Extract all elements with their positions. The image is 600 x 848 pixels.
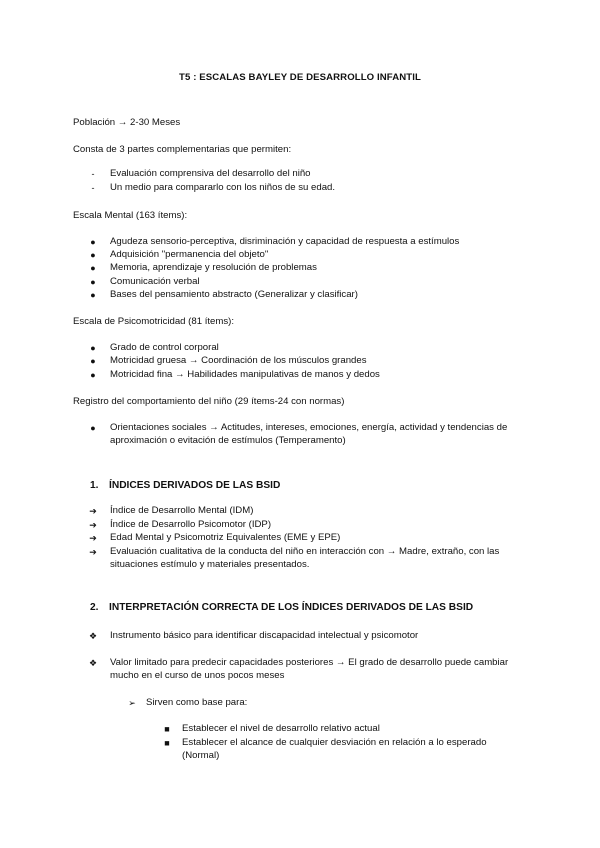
square-marker: ■ — [164, 738, 170, 748]
bullet-marker: ● — [90, 277, 96, 287]
list-item: Índice de Desarrollo Mental (IDM) — [110, 505, 254, 516]
diamond-marker: ❖ — [88, 631, 98, 641]
list-item: Motricidad fina → Habilidades manipulativas de manos y dedos — [110, 369, 380, 380]
list-item: Adquisición "permanencia del objeto" — [110, 249, 269, 260]
dash-marker: - — [91, 183, 95, 193]
bullet-marker: ● — [90, 343, 96, 353]
list-item: Agudeza sensorio-perceptiva, disriminación y capacidad de respuesta a estímulos — [110, 236, 460, 247]
list-item-continuation: aproximación o evitación de estímulos (Temperamento) — [110, 435, 346, 446]
list-item-continuation: situaciones estímulo y materiales presentados. — [110, 559, 310, 570]
bullet-marker: ● — [90, 423, 96, 433]
list-item: Índice de Desarrollo Psicomotor (IDP) — [110, 519, 272, 530]
list-item: Edad Mental y Psicomotriz Equivalentes (EME y EPE) — [110, 532, 341, 543]
arrow-marker: ➔ — [89, 533, 97, 543]
bullet-marker: ● — [90, 263, 96, 273]
section-heading: ÍNDICES DERIVADOS DE LAS BSID — [109, 480, 281, 491]
document-title: T5 : ESCALAS BAYLEY DE DESARROLLO INFANTIL — [179, 72, 421, 83]
mental-heading: Escala Mental (163 ítems): — [73, 210, 188, 221]
list-item: Instrumento básico para identificar discapacidad intelectual y psicomotor — [110, 630, 419, 641]
list-item: Motricidad gruesa → Coordinación de los músculos grandes — [110, 355, 367, 366]
bullet-marker: ● — [90, 370, 96, 380]
arrow-marker: ➔ — [89, 520, 97, 530]
list-item: Un medio para compararlo con los niños de su edad. — [110, 182, 336, 193]
list-item-continuation: (Normal) — [182, 750, 220, 761]
square-marker: ■ — [164, 724, 170, 734]
section-number: 2. — [90, 602, 99, 613]
list-item: Establecer el alcance de cualquier desviación en relación a lo esperado — [182, 737, 487, 748]
list-item: Orientaciones sociales → Actitudes, intereses, emociones, energía, actividad y tendencias de — [110, 422, 508, 433]
list-item-continuation: mucho en el curso de unos pocos meses — [110, 670, 285, 681]
list-item: Comunicación verbal — [110, 276, 200, 287]
sirven-line: Sirven como base para: — [146, 697, 248, 708]
arrow-marker: ➔ — [89, 506, 97, 516]
arrow-marker: ➔ — [89, 547, 97, 557]
bullet-marker: ● — [90, 290, 96, 300]
consta-line: Consta de 3 partes complementarias que permiten: — [73, 144, 292, 155]
dash-marker: - — [91, 169, 95, 179]
registro-heading: Registro del comportamiento del niño (29 ítems-24 con normas) — [73, 396, 345, 407]
chevron-marker: ➢ — [128, 698, 136, 708]
list-item: Evaluación comprensiva del desarrollo del niño — [110, 168, 311, 179]
list-item: Valor limitado para predecir capacidades posteriores → El grado de desarrollo puede cambiar — [110, 657, 509, 668]
poblacion-line: Población → 2-30 Meses — [73, 117, 181, 128]
list-item: Grado de control corporal — [110, 342, 219, 353]
bullet-marker: ● — [90, 356, 96, 366]
psico-heading: Escala de Psicomotricidad (81 ítems): — [73, 316, 235, 327]
section-heading: INTERPRETACIÓN CORRECTA DE LOS ÍNDICES DERIVADOS DE LAS BSID — [109, 602, 474, 613]
diamond-marker: ❖ — [88, 658, 98, 668]
bullet-marker: ● — [90, 250, 96, 260]
list-item: Establecer el nivel de desarrollo relativo actual — [182, 723, 380, 734]
list-item: Evaluación cualitativa de la conducta del niño en interacción con → Madre, extraño, con las — [110, 546, 500, 557]
list-item: Bases del pensamiento abstracto (Generalizar y clasificar) — [110, 289, 358, 300]
bullet-marker: ● — [90, 237, 96, 247]
section-number: 1. — [90, 480, 99, 491]
list-item: Memoria, aprendizaje y resolución de problemas — [110, 262, 317, 273]
